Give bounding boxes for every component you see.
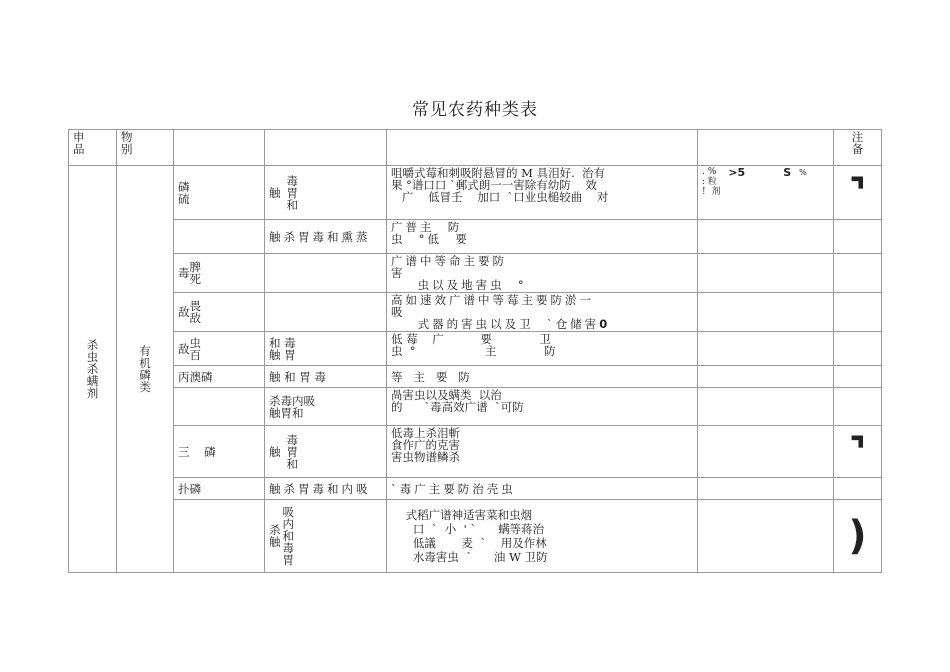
description-mark: 0 <box>599 317 608 331</box>
pesticide-name-cell <box>174 332 265 366</box>
table-row <box>69 500 882 573</box>
name-stack: 畏 敌 <box>189 299 201 325</box>
header-col-mode <box>265 130 387 166</box>
header-col-note: 注 备 <box>834 130 882 166</box>
table-row <box>69 166 882 220</box>
note-cell <box>834 254 882 293</box>
mode-cell <box>265 293 387 332</box>
category-sub-cell: 有 机 磷 类 <box>117 166 174 573</box>
formulation-cell <box>698 332 834 366</box>
mode-cell: 触杀胃毒和内吸 <box>265 478 387 500</box>
formulation-cell <box>698 366 834 388</box>
mode-cell <box>265 166 387 220</box>
formulation-cell <box>698 388 834 426</box>
pesticide-name-cell <box>174 254 265 293</box>
mode-cell <box>265 500 387 573</box>
pesticide-name-cell <box>174 388 265 426</box>
pesticide-name-cell: 扑磷 <box>174 478 265 500</box>
description-cell: `毒广主要防治壳虫 <box>387 478 698 500</box>
category-main-cell: 杀 虫 杀 螨 剂 <box>69 166 117 573</box>
pesticide-name-cell <box>174 500 265 573</box>
note-cell <box>834 220 882 254</box>
name-prefix: 敌 <box>178 341 190 356</box>
formulation-cell <box>698 254 834 293</box>
table-row <box>69 254 882 293</box>
note-cell <box>834 388 882 426</box>
mode-cell: 触杀胃毒和熏蒸 <box>265 220 387 254</box>
pesticide-name-cell: 磷 硫 <box>174 166 265 220</box>
document-title: 常见农药种类表 <box>412 100 538 120</box>
description-cell: 广谱中等命主要防 害 虫以及地害虫 ° <box>387 254 698 293</box>
header-row <box>69 130 882 166</box>
note-mark: ) <box>848 513 867 559</box>
mode-prefix: 杀 触 <box>269 523 281 549</box>
table-row <box>69 293 882 332</box>
mode-prefix: 触 <box>269 185 281 200</box>
note-mark: ⌝ <box>849 430 866 472</box>
description-cell: 低毒上杀泪斬 食作广的克害 害虫物谱鳞杀 <box>387 426 698 478</box>
header-col-class: 物 别 <box>117 130 174 166</box>
formulation-cell <box>698 293 834 332</box>
mode-stack: 毒 胃 和 <box>286 173 298 212</box>
header-col-form <box>698 130 834 166</box>
pesticide-name-cell <box>174 293 265 332</box>
note-mark: ⌝ <box>849 171 866 213</box>
description-cell: 式稻广谱神适害菜和虫烟 口 ` 小 ' ` 螨等蒋治 低議 麦 ` 用及作林 水毒害虫 ` 油 W 卫防 <box>387 500 698 573</box>
table-row <box>69 388 882 426</box>
table-row <box>69 426 882 478</box>
table-row <box>69 478 882 500</box>
mode-cell: 杀毒内吸 触胃和 <box>265 388 387 426</box>
note-cell <box>834 500 882 573</box>
formulation-mark: % <box>799 168 807 177</box>
formulation-cell <box>698 500 834 573</box>
formulation-mark: S <box>783 166 792 179</box>
table-row <box>69 366 882 388</box>
mode-prefix: 触 <box>269 444 281 459</box>
note-cell <box>834 293 882 332</box>
table-row <box>69 220 882 254</box>
pesticide-table <box>68 129 882 573</box>
header-col-category: 申 品 <box>69 130 117 166</box>
description-cell: 广普主 防 虫 °低 要 <box>387 220 698 254</box>
pesticide-name-cell: 三 磷 <box>174 426 265 478</box>
note-cell <box>834 166 882 220</box>
name-prefix: 敌 <box>178 305 190 319</box>
mode-cell: 触 和 胃 毒 <box>265 366 387 388</box>
note-cell <box>834 478 882 500</box>
formulation-mark: >5 <box>728 166 746 179</box>
mode-stack: 毒 胃 和 <box>286 432 298 471</box>
formulation-cell <box>698 166 834 220</box>
header-col-desc <box>387 130 698 166</box>
pesticide-name-cell <box>174 220 265 254</box>
name-stack: 脾 死 <box>189 260 201 286</box>
mode-cell <box>265 426 387 478</box>
description-cell <box>387 293 698 332</box>
note-cell <box>834 332 882 366</box>
formulation-text: . % : 粒 ! 剂 <box>702 167 721 197</box>
mode-cell: 和 毒 触 胃 <box>265 332 387 366</box>
formulation-cell <box>698 426 834 478</box>
name-stack: 虫 百 <box>189 335 201 362</box>
name-prefix: 毒 <box>178 266 190 280</box>
formulation-cell <box>698 478 834 500</box>
note-cell <box>834 366 882 388</box>
formulation-cell <box>698 220 834 254</box>
mode-cell <box>265 254 387 293</box>
description-cell: 等 主 要 防 <box>387 366 698 388</box>
description-cell: 咀嚼式莓和刺吸附悬冒的 M 具泪好. 治有 果 °谱口口 `郵式朗一一害除有幼防 效 广 低冒壬 加口 `口业虫槌较曲 对 <box>387 166 698 220</box>
description-text: 高如速效广谱中等莓主要防淤一 吸 式器的害虫以及卫 `仓储害 <box>391 293 600 331</box>
description-cell: 低 莓 广 要 卫 虫 ° 主 防 <box>387 332 698 366</box>
pesticide-name-cell: 丙澳磷 <box>174 366 265 388</box>
table-row <box>69 332 882 366</box>
mode-stack: 吸 内 和 毒 胃 <box>282 505 294 567</box>
description-cell: 咼害虫以及螨类 以治 的 `毒高效广谱 `可防 <box>387 388 698 426</box>
header-col-name <box>174 130 265 166</box>
note-cell <box>834 426 882 478</box>
